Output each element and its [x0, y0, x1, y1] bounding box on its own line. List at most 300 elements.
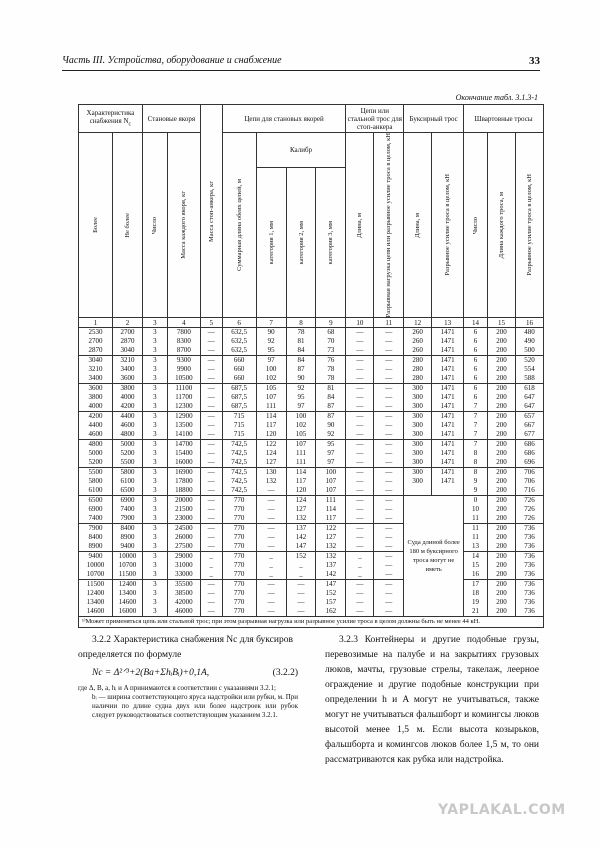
cell-value: —	[385, 468, 393, 477]
cell-a	[79, 384, 113, 412]
cell-value: 11	[472, 533, 479, 542]
cell-value: —	[385, 384, 393, 393]
cell-tb	[432, 328, 464, 356]
cell-value: 715	[233, 430, 245, 439]
cell-value: 9	[473, 486, 478, 495]
cell-mn	[464, 356, 488, 384]
table-row-group	[79, 496, 544, 524]
cell-value: 78	[327, 365, 335, 374]
cell-value: 3	[153, 430, 157, 439]
cell-value: —	[207, 458, 215, 467]
column-number: 14	[464, 318, 488, 328]
column-number: 8	[286, 318, 316, 328]
cell-value: 200	[496, 496, 507, 505]
cell-value: —	[356, 384, 364, 393]
cell-mb	[515, 412, 543, 440]
cell-value: 200	[496, 430, 507, 439]
column-number: 15	[488, 318, 516, 328]
cell-m	[167, 356, 200, 384]
cell-value: 122	[325, 524, 337, 533]
cell-b	[112, 356, 142, 384]
cell-value: 9300	[176, 356, 191, 365]
cell-value: 300	[412, 412, 423, 421]
cell-value: 632,5	[231, 346, 248, 355]
cell-value: —	[385, 561, 393, 570]
cell-value: 1471	[440, 430, 455, 439]
cell-value: —	[385, 524, 393, 533]
cell-value: 9400	[88, 552, 103, 561]
cell-value: 742,5	[231, 468, 248, 477]
cell-value: —	[385, 486, 393, 495]
cell-value: 687,5	[231, 402, 248, 411]
cell-tb	[432, 440, 464, 468]
cell-ml	[488, 412, 516, 440]
cell-value: 5500	[88, 468, 103, 477]
cell-value: 770	[233, 514, 245, 523]
cell-tl	[404, 468, 432, 496]
column-number: 11	[374, 318, 404, 328]
cell-value: 632,5	[231, 328, 248, 337]
cell-a	[79, 440, 113, 468]
cell-a	[79, 524, 113, 552]
cell-value: 736	[524, 524, 535, 533]
cell-value: 647	[524, 402, 535, 411]
cell-value: 1471	[440, 477, 455, 486]
cell-c1	[256, 328, 286, 356]
cell-value: 1471	[440, 440, 455, 449]
cell-value: 9900	[176, 365, 191, 374]
cell-value: 736	[524, 542, 535, 551]
cell-value: 6900	[88, 505, 103, 514]
cell-value: 38500	[175, 589, 193, 598]
cell-value: —	[267, 496, 275, 505]
cell-value: 6	[473, 374, 478, 383]
cell-value: 24500	[175, 524, 193, 533]
cell-value: 8	[473, 458, 478, 467]
formula-3-2-2	[92, 666, 298, 681]
cell-value: 122	[265, 440, 277, 449]
cell-sb	[374, 580, 404, 617]
cell-value: 105	[265, 384, 277, 393]
cell-value: 127	[295, 505, 307, 514]
cell-value: 657	[524, 412, 535, 421]
cell-value: 137	[295, 524, 307, 533]
cell-value: 7	[473, 430, 478, 439]
cell-s	[200, 440, 222, 468]
cell-m	[167, 524, 200, 552]
cell-m	[167, 580, 200, 617]
cell-sb	[374, 356, 404, 384]
cell-value: 1471	[440, 402, 455, 411]
cell-value: 742,5	[231, 477, 248, 486]
cell-value: —	[207, 496, 215, 505]
cell-value: 742,5	[231, 449, 248, 458]
cell-value: 5000	[120, 440, 135, 449]
cell-value: —	[356, 486, 364, 495]
cell-value: 92	[297, 384, 305, 393]
cell-tb	[432, 356, 464, 384]
column-numbers-row	[79, 318, 544, 328]
th-tow-break: Разрывное усилие троса в целом, кН	[432, 133, 464, 318]
cell-value: 12400	[86, 589, 105, 598]
cell-tl	[404, 440, 432, 468]
cell-value: 3	[153, 477, 157, 486]
cell-sl	[346, 440, 374, 468]
cell-value: —	[356, 580, 364, 589]
cell-value: 87	[327, 402, 335, 411]
th-category-3: категория 3, мм	[316, 168, 346, 318]
cell-c3	[316, 468, 346, 496]
cell-value: 4800	[120, 430, 135, 439]
table-footnote: ¹⁾Может применяться цепь или стальной трос; при этом разрывная нагрузка или разрывное усилие троса в целом должны быть не менее 44 кН.	[79, 617, 544, 628]
cell-value: 90	[327, 421, 335, 430]
cell-value: —	[385, 346, 393, 355]
cell-value: 10000	[118, 552, 137, 561]
cell-value: 2530	[88, 328, 103, 337]
cell-value: 500	[524, 346, 535, 355]
cell-L	[222, 440, 256, 468]
cell-c2	[286, 580, 316, 617]
cell-mb	[515, 580, 543, 617]
cell-value: 2870	[120, 337, 135, 346]
cell-value: 97	[327, 458, 335, 467]
cell-sb	[374, 552, 404, 580]
cell-value: 10700	[118, 561, 137, 570]
cell-value: 14600	[118, 598, 137, 607]
cell-value: 770	[233, 533, 245, 542]
cell-value: 137	[325, 561, 337, 570]
cell-value: 300	[412, 393, 423, 402]
cell-value: 300	[412, 468, 423, 477]
cell-value: —	[385, 374, 393, 383]
table-row-group	[79, 580, 544, 617]
cell-L	[222, 580, 256, 617]
column-number: 16	[515, 318, 543, 328]
cell-ml	[488, 468, 516, 496]
cell-value: 105	[295, 430, 307, 439]
cell-value: 686	[524, 449, 535, 458]
cell-value: 3800	[120, 384, 135, 393]
cell-value	[432, 486, 463, 495]
cell-value: 14600	[86, 607, 105, 616]
cell-b	[112, 412, 142, 440]
cell-value: 200	[496, 505, 507, 514]
cell-value: —	[385, 570, 393, 579]
para-3-2-3: 3.2.3 Контейнеры и другие подобные грузы, перевозимые на палубе и на закрытиях грузовых люков, мачты, грузовые стрелы, такелаж, леерное ограждение и другие подобные конструкции при определении h и A могут не учитываться, также могут не учитываться фальшборт и комингсы люков высотой менее 1,5 м. Если высота козырьков, фальшборта и комингсов люков более 1,5 м, то они рассматриваются как рубка или надстройка.	[325, 635, 539, 765]
cell-n	[142, 580, 167, 617]
cell-n	[142, 524, 167, 552]
cell-value: 100	[295, 412, 307, 421]
cell-value: 13500	[175, 421, 193, 430]
cell-mb	[515, 356, 543, 384]
th-anchor-mass: Масса каждого якоря, кг	[167, 133, 200, 318]
cell-value: 107	[265, 393, 277, 402]
cell-value: 200	[496, 365, 507, 374]
cell-value: 90	[297, 374, 305, 383]
cell-value: —	[356, 542, 364, 551]
cell-value: 300	[412, 430, 423, 439]
cell-value: 618	[524, 384, 535, 393]
cell-value: 18	[472, 589, 480, 598]
cell-value: —	[356, 477, 364, 486]
cell-a	[79, 496, 113, 524]
cell-c2	[286, 356, 316, 384]
cell-value: 87	[327, 412, 335, 421]
cell-c3	[316, 440, 346, 468]
cell-value: 1471	[440, 393, 455, 402]
cell-a	[79, 468, 113, 496]
cell-value: —	[207, 607, 215, 616]
cell-value: 4000	[88, 402, 103, 411]
cell-c1	[256, 524, 286, 552]
cell-value: —	[385, 589, 393, 598]
cell-value: —	[207, 393, 215, 402]
cell-value: 11500	[86, 580, 105, 589]
cell-value: 300	[412, 477, 423, 486]
cell-value: 200	[496, 552, 507, 561]
cell-value: 736	[524, 552, 535, 561]
cell-value: 7400	[88, 514, 103, 523]
cell-value: —	[207, 524, 215, 533]
cell-value: 97	[327, 449, 335, 458]
cell-value: 78	[327, 374, 335, 383]
cell-value: 200	[496, 384, 507, 393]
cell-value: 7400	[120, 505, 135, 514]
cell-value: 12900	[175, 412, 193, 421]
cell-value: 742,5	[231, 440, 248, 449]
cell-sl	[346, 384, 374, 412]
cell-value: 200	[496, 533, 507, 542]
cell-value: —	[385, 421, 393, 430]
cell-ml	[488, 384, 516, 412]
cell-value: 81	[297, 337, 305, 346]
th-moor-break: Разрывное усилие троса в целом, кН	[515, 133, 543, 318]
cell-value: —	[385, 542, 393, 551]
cell-value: 770	[233, 589, 245, 598]
column-number: 2	[112, 318, 142, 328]
cell-value: 200	[496, 393, 507, 402]
cell-value: 1471	[440, 384, 455, 393]
cell-c1	[256, 552, 286, 580]
table-continuation-label: Окончание табл. 3.1.3-1	[455, 93, 538, 102]
cell-value: 18800	[175, 486, 193, 495]
cell-value: —	[385, 328, 393, 337]
cell-value: 3	[153, 337, 157, 346]
cell-c1	[256, 384, 286, 412]
cell-value: 3	[153, 524, 157, 533]
cell-s	[200, 552, 222, 580]
cell-value: 3400	[120, 365, 135, 374]
cell-value: —	[207, 533, 215, 542]
cell-value: —	[385, 430, 393, 439]
cell-sl	[346, 552, 374, 580]
cell-value: 200	[496, 607, 507, 616]
cell-mb	[515, 328, 543, 356]
cell-value: 660	[233, 365, 245, 374]
cell-ml	[488, 356, 516, 384]
cell-tl	[404, 384, 432, 412]
cell-value: —	[356, 365, 364, 374]
cell-value: 92	[327, 430, 335, 439]
cell-value: 117	[325, 514, 337, 523]
cell-c2	[286, 328, 316, 356]
cell-value: —	[207, 505, 215, 514]
cell-sl	[346, 580, 374, 617]
cell-value: _	[299, 561, 303, 570]
cell-value: —	[207, 328, 215, 337]
cell-value: 1471	[440, 328, 455, 337]
cell-b	[112, 328, 142, 356]
cell-value: 6100	[88, 486, 103, 495]
cell-ml	[488, 440, 516, 468]
cell-value: 84	[297, 346, 305, 355]
cell-c2	[286, 468, 316, 496]
cell-value: _	[358, 561, 362, 570]
cell-value: 20000	[175, 496, 193, 505]
cell-value: 660	[233, 356, 245, 365]
cell-value: 736	[524, 580, 535, 589]
cell-value: 10000	[86, 561, 105, 570]
cell-value: 200	[496, 580, 507, 589]
cell-value: —	[207, 486, 215, 495]
cell-value: 200	[496, 374, 507, 383]
cell-value: —	[267, 589, 275, 598]
cell-value: 588	[524, 374, 535, 383]
cell-value: 3	[153, 346, 157, 355]
table-row-group	[79, 524, 544, 552]
cell-value: 200	[496, 524, 507, 533]
cell-value: 8400	[120, 524, 135, 533]
cell-value: 687,5	[231, 393, 248, 402]
cell-value: 14700	[175, 440, 193, 449]
cell-value: 667	[524, 421, 535, 430]
cell-value: 7900	[120, 514, 135, 523]
cell-value: —	[297, 598, 305, 607]
cell-value: —	[356, 440, 364, 449]
watermark: YAPLAKAL.COM	[438, 802, 566, 818]
cell-c1	[256, 580, 286, 617]
left-column	[78, 633, 298, 720]
cell-m	[167, 328, 200, 356]
cell-value: —	[267, 607, 275, 616]
cell-sb	[374, 384, 404, 412]
cell-value: 26000	[175, 533, 193, 542]
cell-value: 11	[472, 524, 479, 533]
cell-value: 742,5	[231, 486, 248, 495]
cell-value: 3210	[120, 356, 135, 365]
cell-value: —	[356, 514, 364, 523]
header-rule	[62, 70, 540, 71]
cell-value: 4000	[120, 393, 135, 402]
column-number: 4	[167, 318, 200, 328]
cell-value: 490	[524, 337, 535, 346]
cell-value: _	[299, 570, 303, 579]
column-number: 10	[346, 318, 374, 328]
cell-L	[222, 552, 256, 580]
cell-s	[200, 524, 222, 552]
cell-value: _	[209, 552, 213, 561]
cell-value: 770	[233, 505, 245, 514]
cell-value: 132	[325, 542, 337, 551]
cell-c1	[256, 356, 286, 384]
cell-value: —	[385, 477, 393, 486]
cell-value: 6	[473, 337, 478, 346]
cell-value: 23000	[175, 514, 193, 523]
cell-value: —	[267, 486, 275, 495]
cell-value: 107	[295, 440, 307, 449]
cell-ml	[488, 524, 516, 552]
cell-mb	[515, 440, 543, 468]
cell-value: 142	[295, 533, 307, 542]
cell-value: 7	[473, 440, 478, 449]
cell-c1	[256, 412, 286, 440]
cell-value: 706	[524, 468, 535, 477]
cell-value: 114	[325, 505, 337, 514]
cell-n	[142, 412, 167, 440]
cell-m	[167, 384, 200, 412]
cell-value: 3	[153, 328, 157, 337]
cell-value: —	[385, 505, 393, 514]
cell-value: 632,5	[231, 337, 248, 346]
cell-value: 3	[153, 580, 157, 589]
cell-value: 35500	[175, 580, 193, 589]
cell-value: 33000	[175, 570, 193, 579]
cell-value: 11500	[118, 570, 137, 579]
cell-value: 1471	[440, 374, 455, 383]
cell-value: 111	[296, 458, 306, 467]
th-stop-anchor-chain: Цепи или стальной трос для стоп-анкера	[347, 106, 402, 131]
cell-value: 300	[412, 384, 423, 393]
cell-value: 736	[524, 589, 535, 598]
cell-value: 130	[265, 468, 277, 477]
cell-value: 200	[496, 356, 507, 365]
cell-value: —	[356, 346, 364, 355]
cell-value: 9	[473, 477, 478, 486]
cell-value: 3	[153, 449, 157, 458]
cell-value: 736	[524, 533, 535, 542]
cell-value: 4800	[88, 440, 103, 449]
cell-value: 13400	[86, 598, 105, 607]
cell-mn	[464, 496, 488, 524]
running-header	[62, 55, 540, 69]
cell-value: 15	[472, 561, 480, 570]
cell-ml	[488, 580, 516, 617]
table-row-group	[79, 356, 544, 384]
cell-value: 111	[296, 449, 306, 458]
cell-value: 16900	[175, 468, 193, 477]
formula-text: Nc = Δ²ᐟ³+2(Ba+ΣhᵢBᵢ)+0,1A,	[92, 668, 210, 678]
cell-value: —	[385, 496, 393, 505]
cell-value: 716	[524, 486, 535, 495]
cell-value: 95	[327, 440, 335, 449]
cell-value: 200	[496, 346, 507, 355]
cell-value: 200	[496, 570, 507, 579]
cell-value: —	[356, 524, 364, 533]
cell-value: 152	[295, 552, 307, 561]
table-row-group	[79, 552, 544, 580]
cell-value: 11700	[175, 393, 193, 402]
cell-value: 6	[473, 356, 478, 365]
cell-value: —	[356, 328, 364, 337]
cell-value: 95	[297, 393, 305, 402]
cell-value: —	[356, 533, 364, 542]
cell-value	[404, 486, 431, 495]
cell-value: 736	[524, 607, 535, 616]
cell-value: —	[356, 393, 364, 402]
cell-value: 480	[524, 328, 535, 337]
cell-sl	[346, 356, 374, 384]
cell-value: 12400	[118, 580, 137, 589]
